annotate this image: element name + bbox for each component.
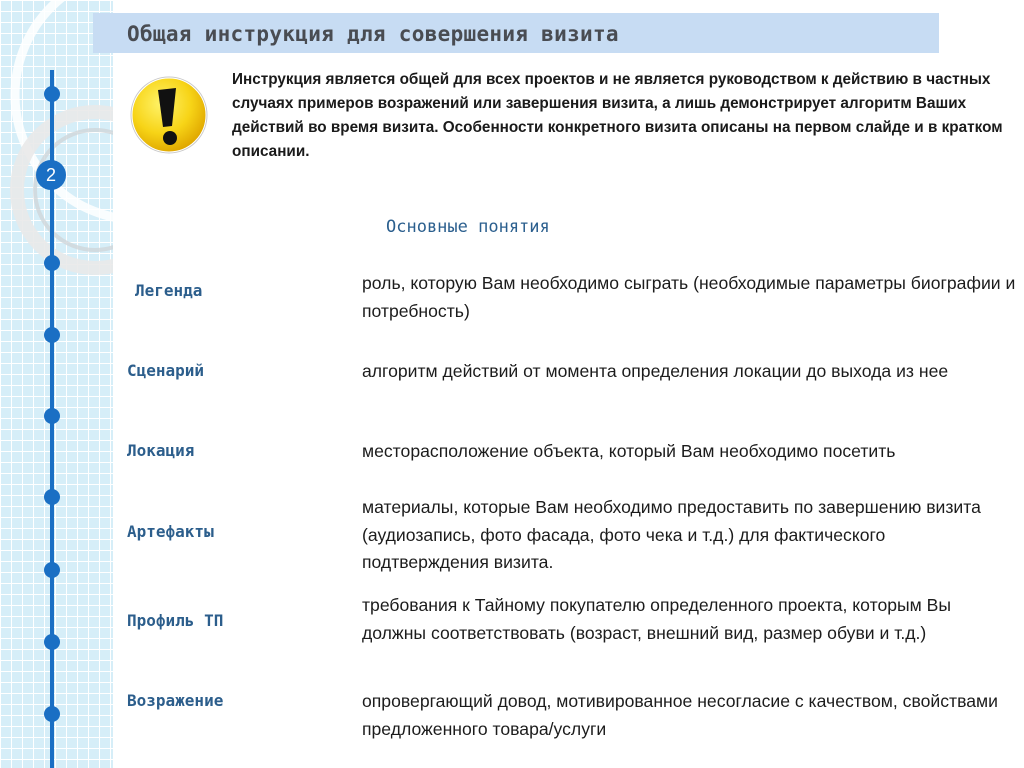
definition-artifacts: материалы, которые Вам необходимо предоставить по завершению визита (аудиозапись, фото фасада, фото чека и т.д.) для фактического подтверждения визита. bbox=[362, 497, 981, 572]
timeline-dot bbox=[44, 408, 60, 424]
intro-text: Инструкция является общей для всех проектов и не является руководством к действию в частных случаях примеров возражений или завершения визита, а лишь демонстрирует алгоритм Ваших действий во время визита. Особенности конкретного визита описаны на первом слайде и в кратком описании. bbox=[232, 71, 1003, 160]
term-location: Локация bbox=[127, 441, 195, 460]
term-scenario: Сценарий bbox=[127, 361, 205, 380]
timeline-dot bbox=[44, 86, 60, 102]
definition-legend: роль, которую Вам необходимо сыграть (необходимые параметры биографии и потребность) bbox=[362, 273, 1016, 321]
definition-scenario: алгоритм действий от момента определения локации до выхода из нее bbox=[362, 361, 949, 381]
definition-objection: опровергающий довод, мотивированное несогласие с качеством, свойствами предложенного товара/услуги bbox=[362, 691, 998, 739]
timeline bbox=[0, 0, 113, 768]
timeline-dot bbox=[44, 489, 60, 505]
exclamation-warning-icon bbox=[128, 74, 210, 156]
term-profile: Профиль ТП bbox=[127, 611, 224, 630]
slide-number-badge: 2 bbox=[36, 160, 66, 190]
term-artifacts: Артефакты bbox=[127, 522, 214, 541]
timeline-dot bbox=[44, 634, 60, 650]
term-objection: Возражение bbox=[127, 691, 224, 710]
timeline-dot bbox=[44, 327, 60, 343]
section-title: Основные понятия bbox=[386, 217, 550, 237]
page-title: Общая инструкция для совершения визита bbox=[127, 22, 619, 46]
term-legend: Легенда bbox=[135, 281, 203, 300]
definition-profile: требования к Тайному покупателю определенного проекта, которым Вы должны соответствовать (возраст, внешний вид, размер обуви и т.д.) bbox=[362, 595, 952, 643]
timeline-dot bbox=[44, 706, 60, 722]
timeline-dot bbox=[44, 255, 60, 271]
definition-location: месторасположение объекта, который Вам необходимо посетить bbox=[362, 441, 896, 461]
timeline-dot bbox=[44, 562, 60, 578]
